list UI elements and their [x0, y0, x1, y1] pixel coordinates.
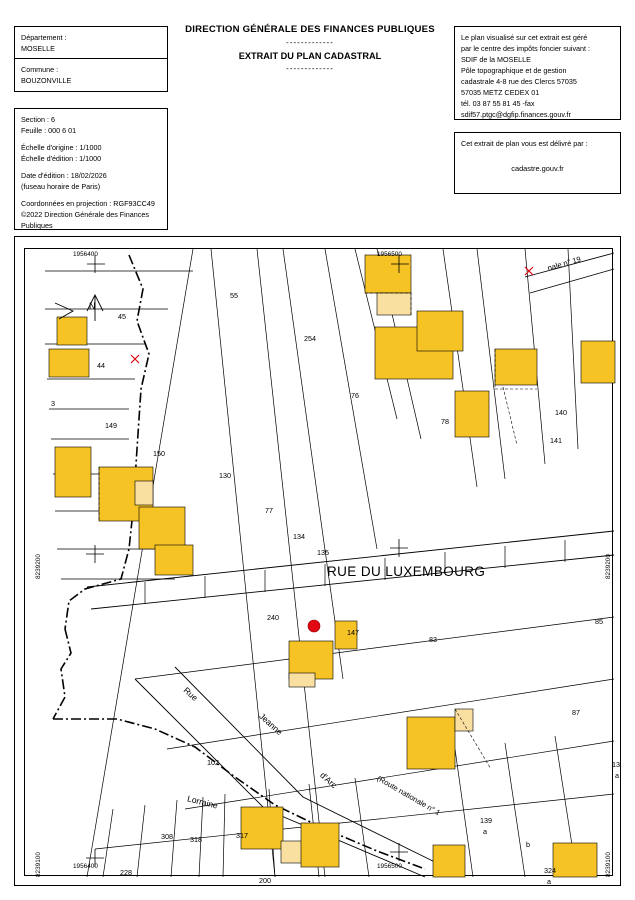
plan-info-line-6: tél. 03 87 55 81 45 -fax	[461, 99, 535, 108]
street-label-lorraine: Lorraine	[186, 793, 219, 811]
street-label-rue: Rue	[181, 685, 200, 703]
plan-info-line-0: Le plan visualisé sur cet extrait est géré	[461, 33, 588, 42]
plan-info-line-2: SDIF de la MOSELLE	[461, 55, 531, 64]
coord-top-left: 1956400	[73, 251, 98, 258]
parcel-number: a	[547, 877, 551, 886]
commune-label: Commune :	[21, 65, 59, 74]
parcel-number: 45	[118, 312, 126, 321]
parcel-number: 83	[429, 635, 437, 644]
parcel-number: a	[615, 771, 619, 780]
coord-top-right: 1956500	[377, 251, 402, 258]
parcel-number: 318	[190, 835, 202, 844]
parcel-number: 13	[612, 760, 620, 769]
delivered-by-box	[454, 132, 621, 194]
parcel-number: 147	[347, 628, 359, 637]
parcel-number: 130	[219, 471, 231, 480]
coordonnees-projection: Coordonnées en projection : RGF93CC49	[21, 199, 155, 208]
parcel-number: 76	[351, 391, 359, 400]
parcel-number: 200	[259, 876, 271, 885]
copyright-line1: ©2022 Direction Générale des Finances	[21, 210, 149, 219]
plan-info-line-5: 57035 METZ CEDEX 01	[461, 88, 540, 97]
map-frame	[14, 236, 621, 886]
delivered-by-label: Cet extrait de plan vous est délivré par :	[461, 139, 588, 148]
parcel-number: a	[483, 827, 487, 836]
parcel-number: 140	[555, 408, 567, 417]
parcel-number: 3	[51, 399, 55, 408]
parcel-number: 324	[544, 866, 556, 875]
page-title: DIRECTION GÉNÉRALE DES FINANCES PUBLIQUES	[185, 24, 435, 35]
date-edition: Date d'édition : 18/02/2026	[21, 171, 107, 180]
coord-right-top: 8239200	[605, 554, 612, 579]
parcel-number: 139	[480, 816, 492, 825]
parcel-number: 141	[550, 436, 562, 445]
coord-bottom-right: 1956500	[377, 863, 402, 870]
plan-info-line-3: Pôle topographique et de gestion	[461, 66, 567, 75]
commune-box	[14, 58, 168, 92]
parcel-number: 87	[572, 708, 580, 717]
coord-left-bottom: 8239100	[35, 852, 42, 877]
section-box	[14, 108, 168, 230]
echelle-edition: Échelle d'édition : 1/1000	[21, 154, 102, 163]
plan-info-line-1: par le centre des impôts foncier suivant :	[461, 44, 591, 53]
parcel-number: 228	[120, 868, 132, 877]
section-label: Section : 6	[21, 115, 55, 124]
feuille-label: Feuille : 000 6 01	[21, 126, 77, 135]
document-title-block	[174, 24, 446, 73]
street-label-jeanne: Jeanne	[257, 710, 285, 738]
delivered-by-site: cadastre.gouv.fr	[511, 164, 564, 173]
map-vector-layer	[25, 249, 614, 877]
title-divider-2: -------------	[286, 64, 334, 73]
header-area	[14, 8, 621, 230]
plan-manager-box	[454, 26, 621, 120]
north-label: N	[89, 301, 96, 311]
parcel-number: 77	[265, 506, 273, 515]
parcel-number: 102	[207, 758, 219, 767]
parcel-number: 240	[267, 613, 279, 622]
parcel-number: 308	[161, 832, 173, 841]
street-label-nationale-19: nale n° 19	[546, 254, 582, 273]
plan-info-line-4: cadastrale 4-8 rue des Clercs 57035	[461, 77, 577, 86]
department-box	[14, 26, 168, 60]
document-subtitle: EXTRAIT DU PLAN CADASTRAL	[238, 51, 382, 61]
plan-info-email: sdif57.ptgc@dgfip.finances.gouv.fr	[461, 110, 571, 119]
cadastral-map[interactable]	[24, 248, 620, 886]
coord-bottom-left: 1956400	[73, 863, 98, 870]
street-label-darc: d'Arc	[318, 769, 340, 791]
copyright-line2: Publiques	[21, 221, 53, 230]
department-label: Département :	[21, 33, 67, 42]
parcel-number: 55	[230, 291, 238, 300]
parcel-number: 134	[293, 532, 305, 541]
echelle-origine: Échelle d'origine : 1/1000	[21, 143, 102, 152]
parcel-number: 254	[304, 334, 316, 343]
coord-right-bottom: 8239100	[605, 852, 612, 877]
parcel-number: b	[526, 840, 530, 849]
street-label-route-nationale: (Route nationale n° 1	[375, 773, 442, 818]
location-marker	[308, 620, 320, 632]
parcel-number: 149	[105, 421, 117, 430]
parcel-number: 317	[236, 831, 248, 840]
parcel-number: 78	[441, 417, 449, 426]
fuseau-horaire: (fuseau horaire de Paris)	[21, 182, 101, 191]
parcel-number: 44	[97, 361, 105, 370]
coord-left-top: 8239200	[35, 554, 42, 579]
department-value: MOSELLE	[21, 44, 55, 53]
title-divider-1: -------------	[286, 38, 334, 47]
commune-value: BOUZONVILLE	[21, 76, 72, 85]
parcel-number: 135	[317, 548, 329, 557]
street-label-luxembourg: RUE DU LUXEMBOURG	[327, 564, 486, 579]
parcel-number: 150	[153, 449, 165, 458]
parcel-number: 85	[595, 617, 603, 626]
